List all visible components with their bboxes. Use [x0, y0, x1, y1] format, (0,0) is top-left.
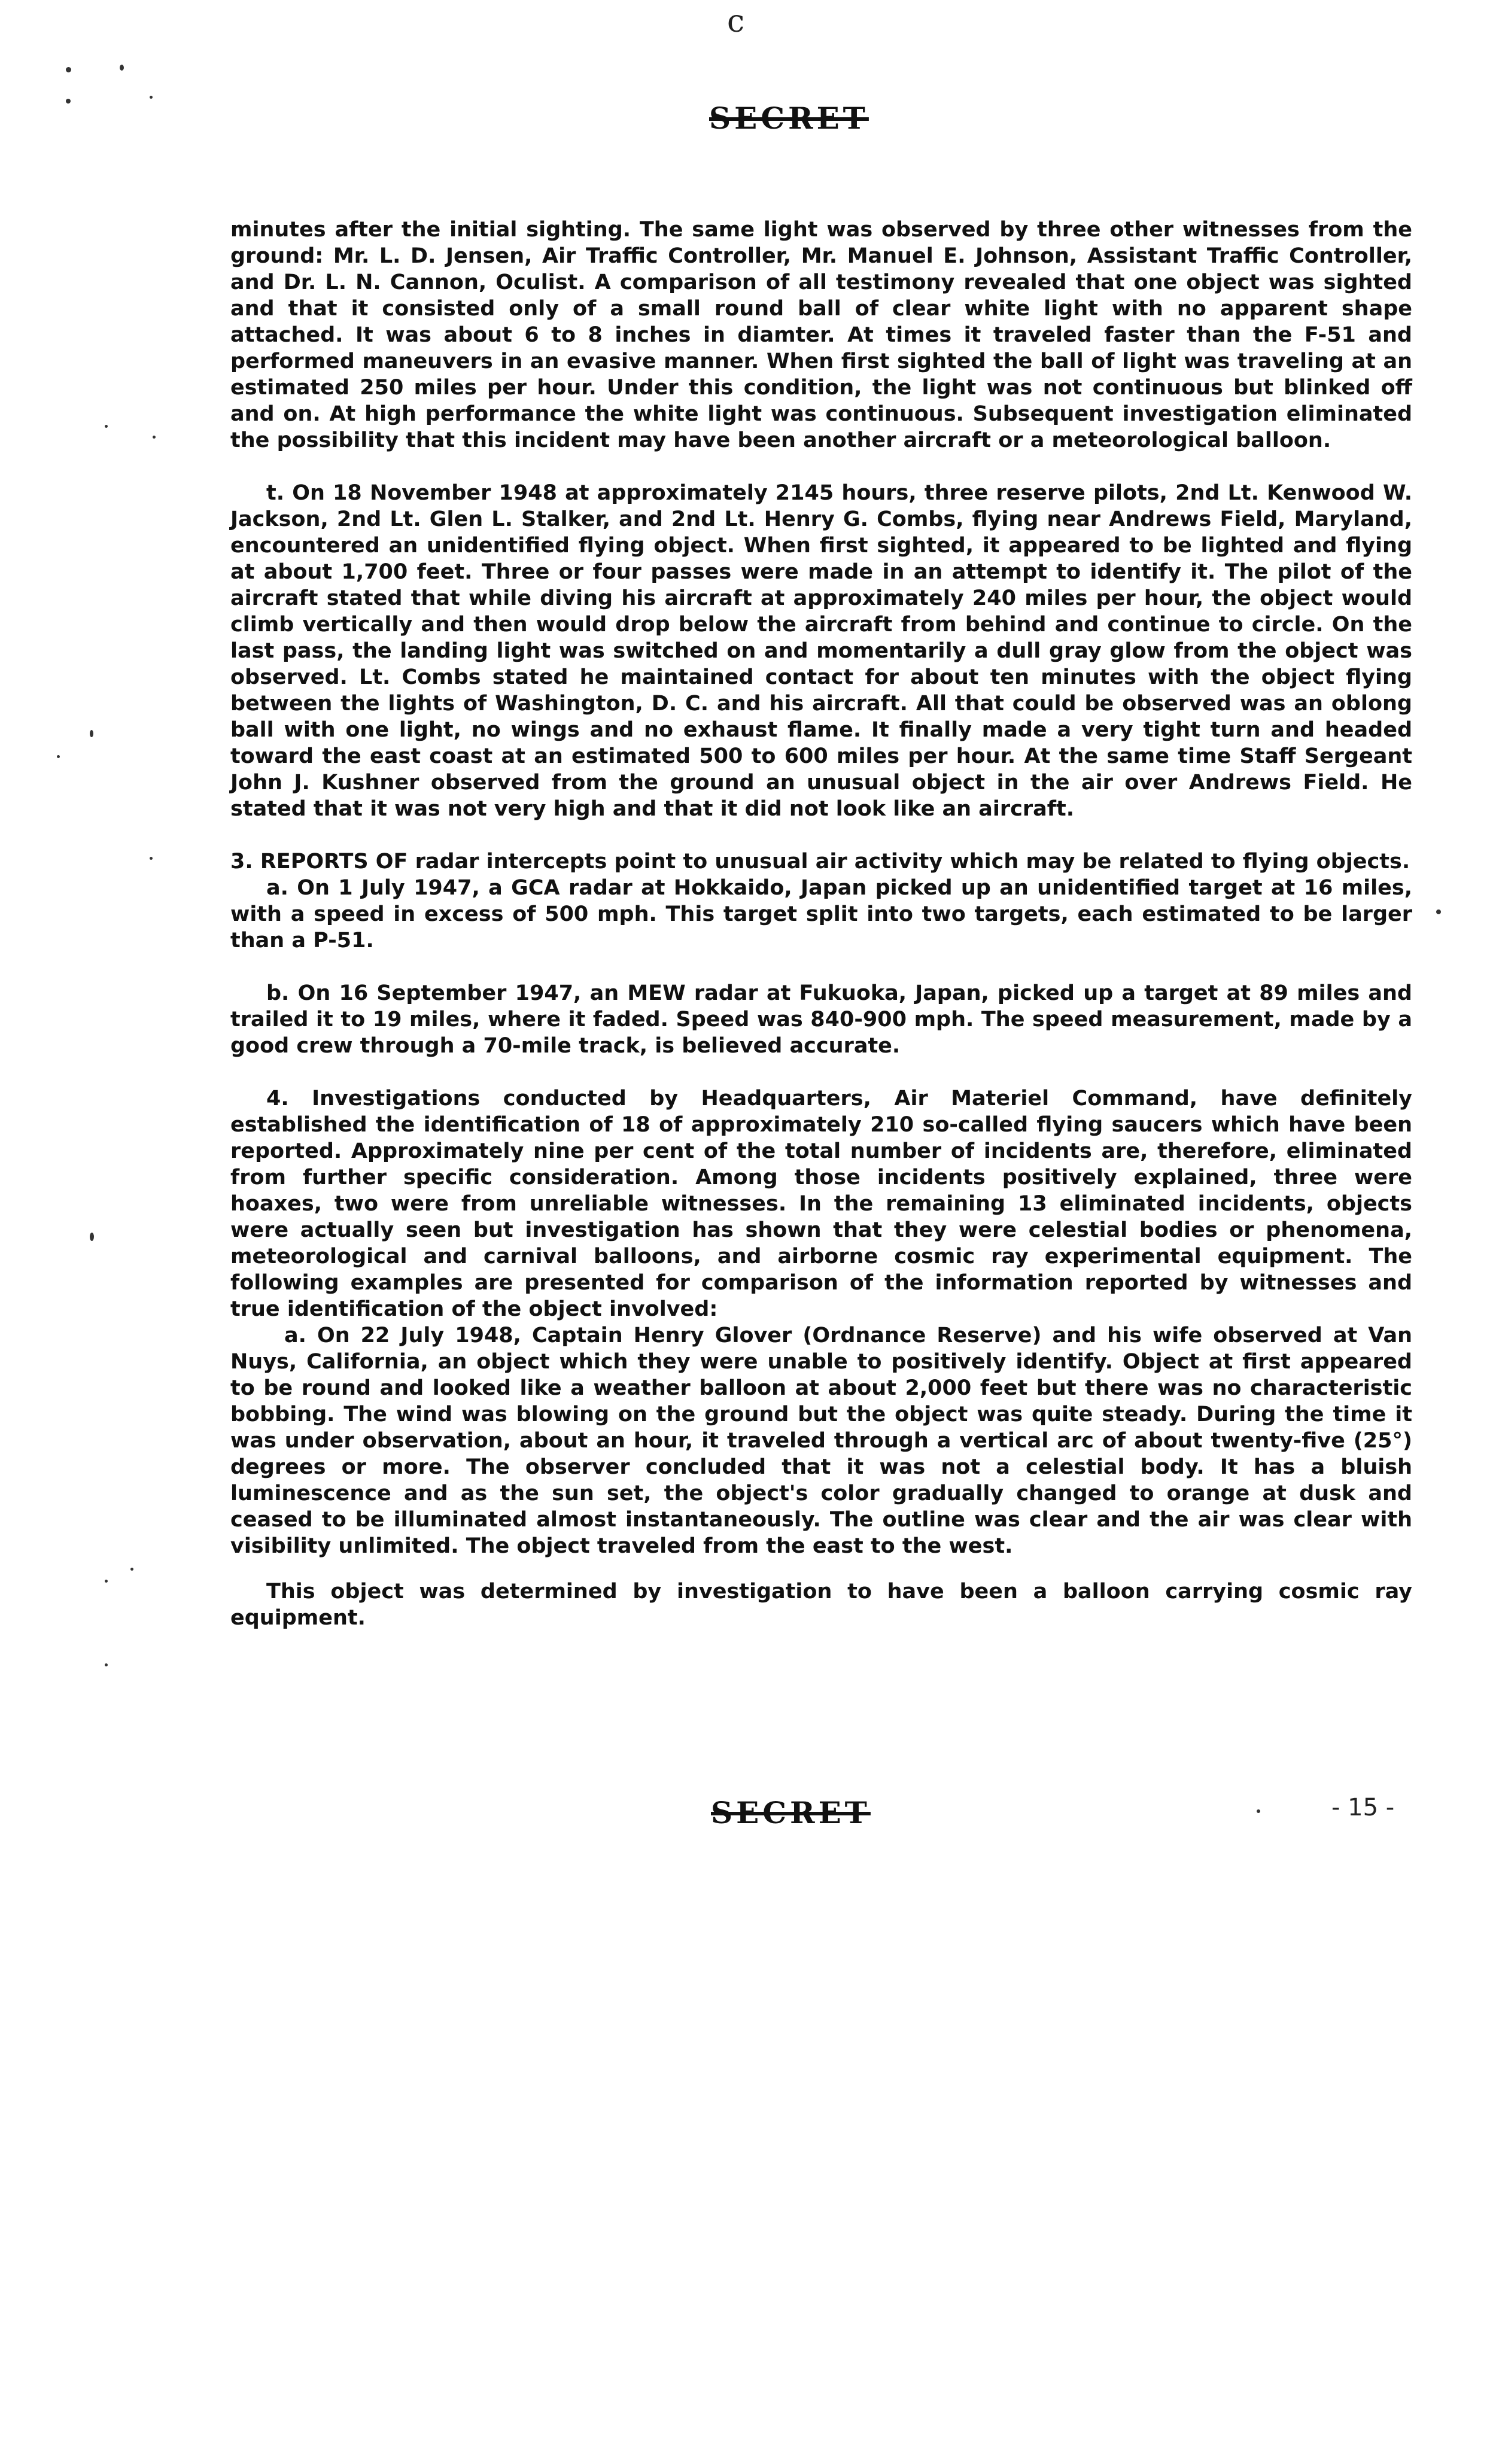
scan-speck	[57, 755, 60, 758]
scan-speck	[105, 1663, 108, 1666]
paragraph-continuation: minutes after the initial sighting. The same light was observed by three other witnesses from the ground: Mr. L. D. Jensen, Air Traffic Controller, Mr. Manuel E. Johnson, Assistant Traffic Controller, and Dr. L. N. Cannon, Oculist. A comparison of all testimony revealed that one object was sighted and that it consisted only of a small round ball of clear white light with no apparent shape attached. It was about 6 to 8 inches in diamter. At times it traveled faster than the F-51 and performed maneuvers in an evasive manner. When first sighted the ball of light was traveling at an estimated 250 miles per hour. Under this condition, the light was not continuous but blinked off and on. At high performance the white light was continuous. Subsequent investigation eliminated the possibility that this incident may have been another aircraft or a meteorological balloon.	[230, 218, 1412, 452]
paragraph-3a: a. On 1 July 1947, a GCA radar at Hokkaido, Japan picked up an unidentified target at 16 miles, with a speed in excess of 500 mph. This target split into two targets, each estimated to be larger than a P-51.	[230, 876, 1412, 953]
scan-speck	[1257, 1809, 1260, 1813]
scan-speck	[90, 730, 93, 737]
scan-speck	[66, 67, 71, 72]
scan-speck	[1436, 909, 1441, 914]
paragraph-4: 4. Investigations conducted by Headquarters, Air Materiel Command, have definitely established the identification of 18 of approximately 210 so-called flying saucers which have been reported. Approximately nine per cent of the total number of incidents are, therefore, eliminated from further specific consideration. Among those incidents positively explained, three were hoaxes, two were from unreliable witnesses. In the remaining 13 eliminated incidents, objects were actually seen but investigation has shown that they were celestial bodies or phenomena, meteorological and carnival balloons, and airborne cosmic ray experimental equipment. The following examples are presented for comparison of the information reported by witnesses and true identification of the object involved:	[230, 1087, 1412, 1321]
page-number: - 15 -	[1331, 1794, 1395, 1821]
classification-header: SECRET	[709, 101, 869, 136]
top-handwritten-mark: c	[727, 4, 745, 39]
scan-speck	[153, 436, 156, 439]
scan-speck	[150, 857, 153, 860]
scan-speck	[105, 1580, 108, 1583]
scan-speck	[150, 96, 153, 99]
scan-speck	[120, 65, 124, 71]
scan-speck	[130, 1568, 133, 1571]
scan-speck	[66, 99, 71, 104]
document-body	[230, 217, 1412, 1657]
paragraph-3b: b. On 16 September 1947, an MEW radar at Fukuoka, Japan, picked up a target at 89 miles and trailed it to 19 miles, where it faded. Speed was 840-900 mph. The speed measurement, made by a good crew through a 70-mile track, is believed accurate.	[230, 981, 1412, 1058]
scan-speck	[90, 1233, 94, 1241]
classification-footer: SECRET	[711, 1795, 871, 1830]
scan-speck	[105, 425, 108, 428]
paragraph-conclusion: This object was determined by investigation to have been a balloon carrying cosmic ray equipment.	[230, 1580, 1412, 1630]
paragraph-t: t. On 18 November 1948 at approximately 2145 hours, three reserve pilots, 2nd Lt. Kenwood W. Jackson, 2nd Lt. Glen L. Stalker, and 2nd Lt. Henry G. Combs, flying near Andrews Field, Maryland, encountered an unidentified flying object. When first sighted, it appeared to be lighted and flying at about 1,700 feet. Three or four passes were made in an attempt to identify it. The pilot of the aircraft stated that while diving his aircraft at approximately 240 miles per hour, the object would climb vertically and then would drop below the aircraft from behind and continue to circle. On the last pass, the landing light was switched on and momentarily a dull gray glow from the object was observed. Lt. Combs stated he maintained contact for about ten minutes with the object flying between the lights of Washington, D. C. and his aircraft. All that could be observed was an oblong ball with one light, no wings and no exhaust flame. It finally made a very tight turn and headed toward the east coast at an estimated 500 to 600 miles per hour. At the same time Staff Sergeant John J. Kushner observed from the ground an unusual object in the air over Andrews Field. He stated that it was not very high and that it did not look like an aircraft.	[230, 481, 1412, 821]
paragraph-3: 3. REPORTS OF radar intercepts point to unusual air activity which may be related to flying objects.	[230, 850, 1410, 874]
paragraph-4a: a. On 22 July 1948, Captain Henry Glover (Ordnance Reserve) and his wife observed at Van Nuys, California, an object which they were unable to positively identify. Object at first appeared to be round and looked like a weather balloon at about 2,000 feet but there was no characteristic bobbing. The wind was blowing on the ground but the object was quite steady. During the time it was under observation, about an hour, it traveled through a vertical arc of about twenty-five (25°) degrees or more. The observer concluded that it was not a celestial body. It has a bluish luminescence and as the sun set, the object's color gradually changed to orange at dusk and ceased to be illuminated almost instantaneously. The outline was clear and the air was clear with visibility unlimited. The object traveled from the east to the west.	[230, 1324, 1412, 1558]
